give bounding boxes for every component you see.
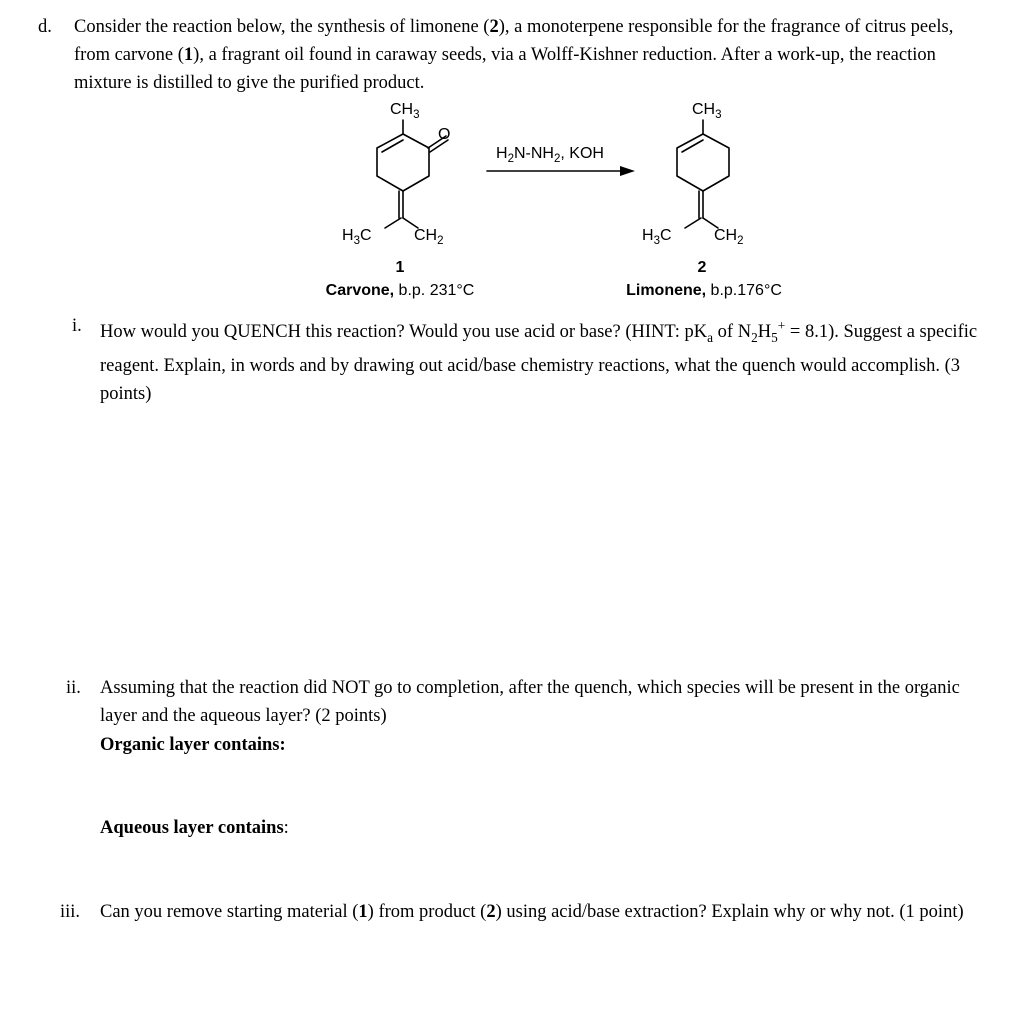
- carvone-ch2-label: $CH_2$: [414, 227, 444, 248]
- question-letter: d.: [38, 17, 52, 37]
- reaction-reagent: $H_2N-NH_2$, KOH: [496, 145, 604, 166]
- part-i-label: i.: [72, 316, 82, 336]
- carvone-oxygen-label: O: [438, 126, 451, 143]
- compound-1-caption: Carvone, b.p. 231°C: [325, 282, 475, 299]
- part-ii-text: Assuming that the reaction did NOT go to completion, after the quench, which species will be present in the organic layer and the aqueous layer? (2 points): [100, 678, 960, 726]
- question-intro: Consider the reaction below, the synthesis of limonene (2), a monoterpene responsible for the fragrance of citrus peels, from carvone (1), a fragrant oil found in caraway seeds, via a Wolff-Kishner reduction. After a work-up, the reaction mixture is distilled to give the purified product.: [74, 17, 954, 93]
- organic-layer-label: Organic layer contains:: [100, 735, 286, 755]
- carvone-h3c-label: $H_3C$: [342, 227, 372, 248]
- carvone-ch3-label: $CH_3$: [390, 101, 420, 122]
- part-iii-label: iii.: [60, 902, 81, 922]
- part-ii-label: ii.: [66, 678, 81, 698]
- limonene-ch2-label: $CH_2$: [714, 227, 744, 248]
- compound-2-number: 2: [697, 259, 707, 276]
- limonene-h3c-label: $H_3C$: [642, 227, 672, 248]
- compound-2-caption: Limonene, b.p.176°C: [626, 282, 782, 299]
- aqueous-layer-label: Aqueous layer contains:: [100, 818, 289, 838]
- limonene-ch3-label: $CH_3$: [692, 101, 722, 122]
- compound-1-number: 1: [395, 259, 405, 276]
- arrowhead-icon: [620, 166, 635, 176]
- part-i-text: How would you QUENCH this reaction? Would you use acid or base? (HINT: $pK_a$ of $N_2H_5^+ = 8.1$). Suggest a specific reagent. Explain, in words and by drawing out acid/base chemistry reactions, what the quench would accomplish. (3 points): [100, 318, 978, 404]
- limonene-structure: [677, 120, 729, 228]
- part-iii-text: Can you remove starting material (1) from product (2) using acid/base extraction? Explain why or why not. (1 point): [100, 902, 964, 922]
